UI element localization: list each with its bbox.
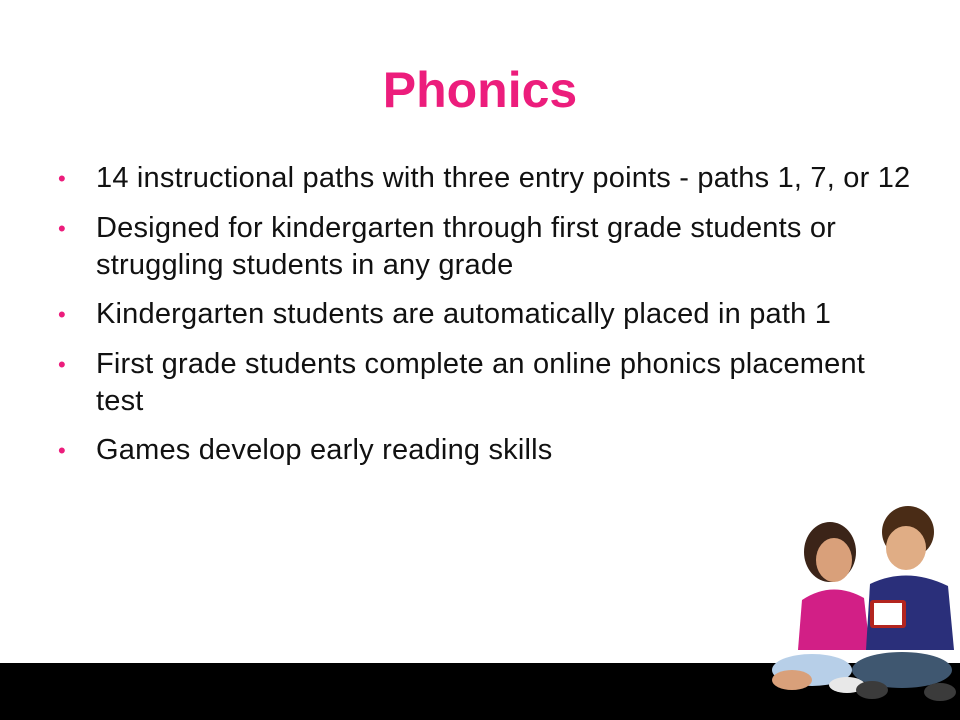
bullet-item xyxy=(56,296,916,334)
bullet-marker: • xyxy=(58,302,66,327)
slide-title: Phonics xyxy=(382,62,578,118)
bullet-marker: • xyxy=(58,352,66,377)
children-reading-photo xyxy=(752,500,960,720)
bullet-item xyxy=(56,160,916,198)
bullet-marker: • xyxy=(58,216,66,241)
bullet-text: Designed for kindergarten through first grade students or struggling students in any grade xyxy=(96,212,837,281)
bullet-list xyxy=(56,160,916,482)
bullet-marker: • xyxy=(58,166,66,191)
bullet-item xyxy=(56,432,916,470)
boy-figure xyxy=(852,506,956,701)
bullet-marker: • xyxy=(58,438,66,463)
bullet-text: 14 instructional paths with three entry points - paths 1, 7, or 12 xyxy=(96,162,911,194)
bullet-item xyxy=(56,346,916,420)
bullet-item xyxy=(56,210,916,284)
bullet-text: Games develop early reading skills xyxy=(96,434,553,466)
bullet-text: First grade students complete an online phonics placement test xyxy=(96,348,866,417)
bullet-text: Kindergarten students are automatically placed in path 1 xyxy=(96,298,832,330)
